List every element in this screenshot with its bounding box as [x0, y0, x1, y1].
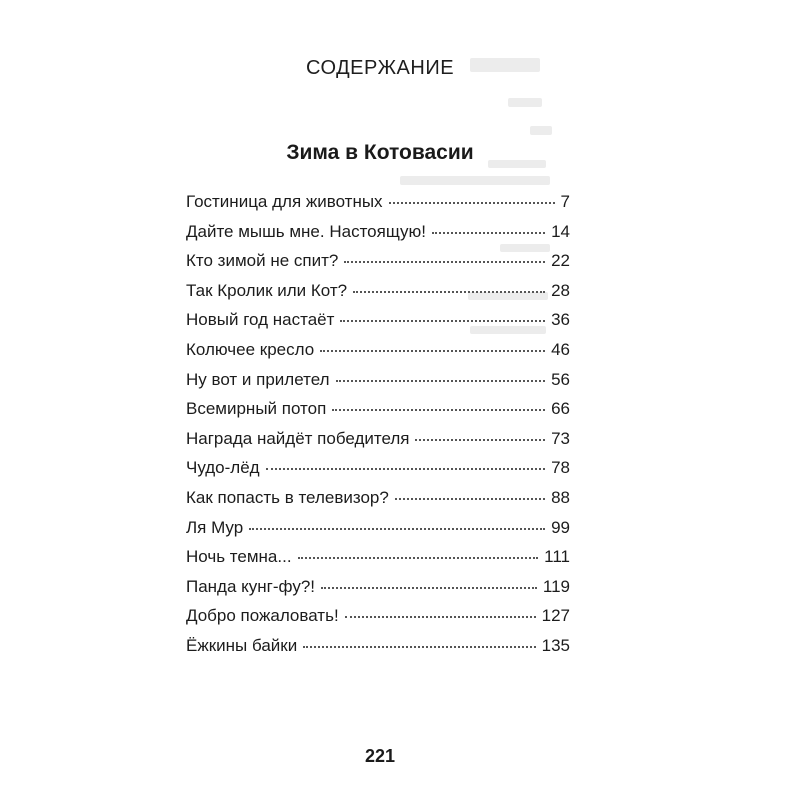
toc-entry-page: 46 [551, 339, 570, 359]
dot-leader [336, 380, 546, 382]
toc-entry-title: Всемирный потоп [186, 399, 327, 419]
toc-entry-title: Колючее кресло [186, 339, 315, 359]
toc-entry-page: 36 [551, 310, 570, 330]
toc-entry[interactable] [186, 518, 570, 548]
section-title: Зима в Котовасии [286, 141, 474, 164]
toc-entry-title: Новый год настаёт [186, 310, 335, 330]
dot-leader [320, 350, 545, 352]
toc-entry[interactable] [186, 192, 570, 222]
toc-entry[interactable] [186, 251, 570, 281]
dot-leader [249, 528, 545, 530]
toc-entry[interactable] [186, 429, 570, 459]
toc-entry-page: 56 [551, 369, 570, 389]
toc-entry-page: 127 [541, 606, 570, 626]
toc-entry-title: Ёжкины байки [186, 635, 298, 655]
toc-entry-title: Дайте мышь мне. Настоящую! [186, 221, 426, 241]
toc-entry-title: Гостиница для животных [186, 192, 383, 211]
toc-entry-title: Ну вот и прилетел [186, 369, 330, 389]
page-number: 221 [364, 746, 396, 766]
toc-entry-title: Добро пожаловать! [186, 606, 339, 626]
dot-leader [344, 261, 545, 263]
toc-entry-page: 135 [541, 635, 570, 655]
toc-entry[interactable] [186, 577, 570, 607]
dot-leader [432, 232, 545, 234]
toc-entry[interactable] [186, 606, 570, 636]
toc-entry-title: Награда найдёт победителя [186, 428, 410, 448]
toc-entry[interactable] [186, 370, 570, 400]
table-of-contents [186, 192, 570, 666]
toc-entry-page: 111 [544, 547, 570, 567]
toc-entry-title: Панда кунг-фу?! [186, 576, 316, 596]
toc-entry-title: Ночь темна... [186, 547, 292, 567]
toc-entry[interactable] [186, 458, 570, 488]
dot-leader [298, 557, 539, 559]
toc-entry[interactable] [186, 488, 570, 518]
dot-leader [415, 439, 545, 441]
dot-leader [321, 587, 537, 589]
dot-leader [389, 202, 555, 204]
toc-entry[interactable] [186, 636, 570, 666]
toc-entry-title: Чудо-лёд [186, 458, 260, 478]
toc-entry[interactable] [186, 547, 570, 577]
toc-entry-title: Так Кролик или Кот? [186, 280, 348, 300]
toc-entry-title: Как попасть в телевизор? [186, 487, 389, 507]
toc-entry-page: 14 [551, 221, 570, 241]
dot-leader [345, 616, 536, 618]
dot-leader [303, 646, 535, 648]
dot-leader [340, 320, 545, 322]
toc-entry-page: 22 [551, 251, 570, 271]
toc-entry-page: 78 [551, 458, 570, 478]
toc-entry[interactable] [186, 310, 570, 340]
toc-entry-page: 66 [551, 399, 570, 419]
dot-leader [332, 409, 545, 411]
toc-entry[interactable] [186, 222, 570, 252]
toc-entry-page: 88 [551, 487, 570, 507]
toc-entry[interactable] [186, 399, 570, 429]
toc-entry-page: 7 [560, 192, 570, 211]
toc-entry-title: Ля Мур [186, 517, 244, 537]
page-heading: СОДЕРЖАНИЕ [305, 57, 455, 79]
toc-entry[interactable] [186, 281, 570, 311]
toc-entry-page: 99 [551, 517, 570, 537]
dot-leader [353, 291, 545, 293]
toc-entry-page: 28 [551, 280, 570, 300]
dot-leader [266, 468, 545, 470]
toc-entry-page: 119 [542, 576, 570, 596]
toc-entry-title: Кто зимой не спит? [186, 251, 339, 271]
toc-entry[interactable] [186, 340, 570, 370]
dot-leader [395, 498, 545, 500]
toc-entry-page: 73 [551, 428, 570, 448]
